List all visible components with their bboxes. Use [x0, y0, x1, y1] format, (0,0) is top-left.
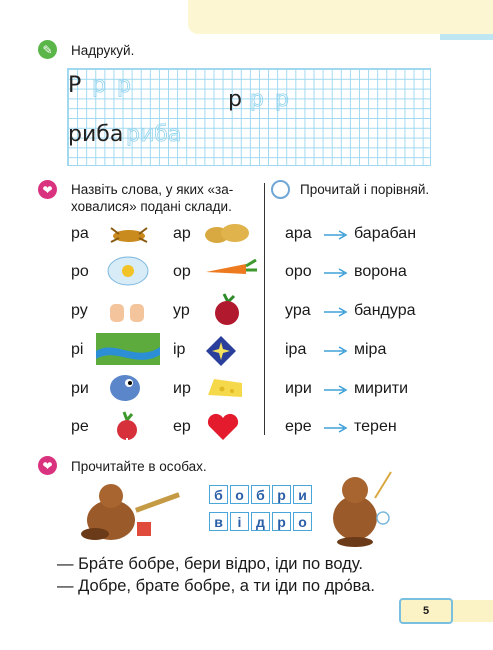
- syllable-left: ра: [71, 225, 89, 242]
- letter-box: в: [209, 512, 228, 531]
- dialog-line-1: — Бра́те бобре, бери відро, іди по воду.: [57, 555, 363, 573]
- dialog-line-2: — Добре, брате бобре, а ти іди по дро́ва.: [57, 577, 375, 595]
- task2-heading: [71, 181, 233, 215]
- compare-word: ворона: [354, 263, 407, 280]
- fish-icon: [105, 368, 143, 406]
- hands-icon: ❤: [38, 456, 57, 475]
- compare-syllable: ура: [285, 302, 311, 319]
- letter-upper: Р: [68, 73, 82, 98]
- compare-syllable: ири: [285, 380, 312, 397]
- beaver-illustration-left: [75, 482, 185, 544]
- syllable-right: ор: [173, 263, 191, 280]
- page-band: [449, 600, 493, 622]
- compare-syllable: оро: [285, 263, 312, 280]
- syllable-left: ру: [71, 302, 88, 319]
- letter-box: д: [251, 512, 270, 531]
- syllable-right: ур: [173, 302, 190, 319]
- letter-box: б: [209, 485, 228, 504]
- letter-box: о: [293, 512, 312, 531]
- arrow-icon: [324, 268, 350, 278]
- word-sample: риба: [68, 122, 124, 147]
- compare-syllable: іра: [285, 341, 307, 358]
- letter-lower-trace: р р: [250, 87, 291, 112]
- radish-icon: [112, 410, 142, 442]
- arrow-icon: [324, 385, 350, 395]
- compare-word: міра: [354, 341, 387, 358]
- compare-word: терен: [354, 418, 397, 435]
- syllable-left: ро: [71, 263, 89, 280]
- syllable-left: рі: [71, 341, 84, 358]
- potatoes-icon: [202, 221, 252, 247]
- heart-icon: [205, 410, 241, 442]
- letter-box: р: [272, 485, 291, 504]
- pencil-icon: ✎: [38, 40, 57, 59]
- compare-syllable: ере: [285, 418, 312, 435]
- column-divider: [264, 183, 265, 435]
- letter-box: о: [230, 485, 249, 504]
- letter-box: и: [293, 485, 312, 504]
- letter-upper-trace: р р: [92, 73, 133, 98]
- daisy-icon: [106, 255, 150, 287]
- syllable-right: ер: [173, 418, 191, 435]
- compare-word: бандура: [354, 302, 416, 319]
- star-icon: [204, 334, 238, 368]
- word-trace: риба: [126, 122, 182, 147]
- syllable-right: ар: [173, 225, 191, 242]
- arrow-icon: [324, 307, 350, 317]
- beaver-illustration-right: [325, 468, 397, 548]
- word-boxes-vidro: [209, 512, 312, 531]
- syllable-right: ір: [173, 341, 186, 358]
- syllable-left: ре: [71, 418, 89, 435]
- task1-heading: Надрукуй.: [71, 43, 135, 58]
- task4-heading: Прочитайте в особах.: [71, 459, 207, 474]
- hands-icon: [106, 296, 148, 326]
- compare-word: барабан: [354, 225, 417, 242]
- letter-lower: р: [228, 87, 242, 112]
- eye-icon: [271, 180, 290, 199]
- beet-icon: [208, 292, 246, 326]
- carrot-icon: [202, 258, 258, 280]
- letter-box: р: [272, 512, 291, 531]
- river-icon: [96, 333, 160, 365]
- page-number: 5: [399, 598, 453, 624]
- cheese-icon: [204, 373, 246, 401]
- arrow-icon: [324, 230, 350, 240]
- compare-syllable: ара: [285, 225, 312, 242]
- top-decoration-band: [188, 0, 493, 34]
- top-blue-strip: [440, 34, 493, 40]
- crayfish-icon: [107, 220, 151, 250]
- task2-heading-line1: Назвіть слова, у яких «за-: [71, 182, 234, 197]
- letter-box: б: [251, 485, 270, 504]
- word-boxes-bobry: [209, 485, 312, 504]
- arrow-icon: [324, 423, 350, 433]
- compare-word: мирити: [354, 380, 409, 397]
- letter-box: і: [230, 512, 249, 531]
- task2-heading-line2: ховалися» подані склади.: [71, 199, 232, 214]
- hands-icon: ❤: [38, 180, 57, 199]
- arrow-icon: [324, 346, 350, 356]
- task3-heading: Прочитай і порівняй.: [300, 182, 430, 197]
- syllable-right: ир: [173, 380, 191, 397]
- syllable-left: ри: [71, 380, 89, 397]
